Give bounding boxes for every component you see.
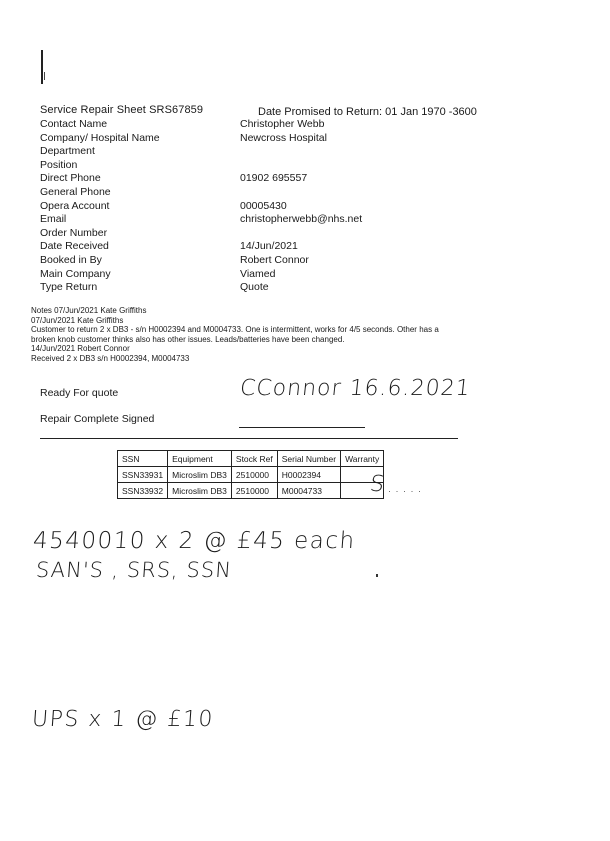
field-row — [40, 159, 460, 173]
field-value: Robert Connor — [240, 253, 309, 266]
column-header: Warranty — [341, 451, 384, 467]
field-row — [40, 172, 460, 186]
table-cell: Microslim DB3 — [168, 483, 232, 499]
field-label: Main Company — [40, 267, 111, 280]
signature-line — [239, 427, 365, 428]
notes-line: Notes 07/Jun/2021 Kate Griffiths — [31, 306, 147, 315]
field-row — [40, 281, 460, 295]
handwritten-signature: CConnor 16.6.2021 — [238, 376, 472, 401]
table-cell: Microslim DB3 — [168, 467, 232, 483]
ready-for-quote-label: Ready For quote — [40, 387, 119, 399]
field-row — [40, 240, 460, 254]
table-row — [118, 467, 384, 483]
field-value: 01902 695557 — [240, 172, 308, 185]
field-label: Company/ Hospital Name — [40, 131, 160, 144]
notes-line: Customer to return 2 x DB3 - s/n H0002394 and M0004733. One is intermittent, works for 4/5 seconds. Other has a — [31, 325, 439, 335]
field-value: christopherwebb@nhs.net — [240, 213, 363, 226]
field-label: Order Number — [40, 226, 108, 239]
field-label: Position — [40, 158, 78, 171]
field-label: Opera Account — [40, 199, 110, 212]
field-label: Type Return — [40, 281, 98, 294]
field-label: General Phone — [40, 185, 111, 198]
notes-line: 07/Jun/2021 Kate Griffiths — [31, 315, 124, 325]
field-row — [40, 118, 460, 132]
field-value: Christopher Webb — [240, 118, 325, 130]
scan-artifact — [44, 72, 45, 80]
notes-line: Received 2 x DB3 s/n H0002394, M0004733 — [31, 353, 190, 363]
scan-artifact: · · · · · — [388, 486, 422, 496]
table-cell: H0002394 — [277, 467, 340, 483]
table-cell: SSN33931 — [118, 467, 168, 483]
handwritten-warranty-mark: S — [368, 472, 386, 497]
field-row — [40, 268, 460, 282]
field-row — [40, 200, 460, 214]
field-row — [40, 213, 460, 227]
field-row — [40, 254, 460, 268]
field-row — [40, 145, 460, 159]
field-value: Quote — [240, 281, 269, 294]
notes-section — [31, 306, 591, 364]
scan-artifact — [376, 574, 378, 577]
table-header-row — [118, 451, 384, 467]
field-value: Newcross Hospital — [240, 131, 327, 144]
field-label: Date Received — [40, 240, 109, 253]
notes-line: 14/Jun/2021 Robert Connor — [31, 344, 130, 354]
field-value: Viamed — [240, 267, 276, 280]
table-cell: 2510000 — [231, 467, 277, 483]
column-header: Stock Ref — [231, 451, 277, 467]
scan-artifact — [41, 50, 43, 84]
date-promised: Date Promised to Return: 01 Jan 1970 -3600 — [258, 106, 477, 118]
equipment-table — [117, 450, 384, 499]
field-row — [40, 186, 460, 200]
field-label: Contact Name — [40, 118, 108, 130]
sheet-title: Service Repair Sheet SRS67859 — [40, 104, 204, 116]
table-cell: M0004733 — [277, 483, 340, 499]
table-cell: SSN33932 — [118, 483, 168, 499]
field-value: 00005430 — [240, 199, 287, 212]
field-value: 14/Jun/2021 — [240, 240, 298, 253]
table-cell: 2510000 — [231, 483, 277, 499]
handwritten-note: SAN'S , SRS, SSN — [35, 558, 233, 582]
handwritten-note: 4540010 x 2 @ £45 each — [32, 528, 357, 554]
field-label: Email — [40, 213, 67, 226]
field-row — [40, 227, 460, 241]
repair-complete-label: Repair Complete Signed — [40, 413, 155, 425]
column-header: Serial Number — [277, 451, 340, 467]
notes-line: broken knob customer thinks also has other issues. Leads/batteries have been changed. — [31, 334, 345, 344]
field-label: Department — [40, 145, 95, 158]
contact-fields — [40, 118, 460, 295]
field-label: Booked in By — [40, 253, 102, 266]
column-header: SSN — [118, 451, 168, 467]
table-row — [118, 483, 384, 499]
field-row — [40, 132, 460, 146]
field-label: Direct Phone — [40, 172, 101, 185]
divider — [40, 438, 458, 439]
column-header: Equipment — [168, 451, 232, 467]
handwritten-note: UPS x 1 @ £10 — [31, 707, 215, 732]
